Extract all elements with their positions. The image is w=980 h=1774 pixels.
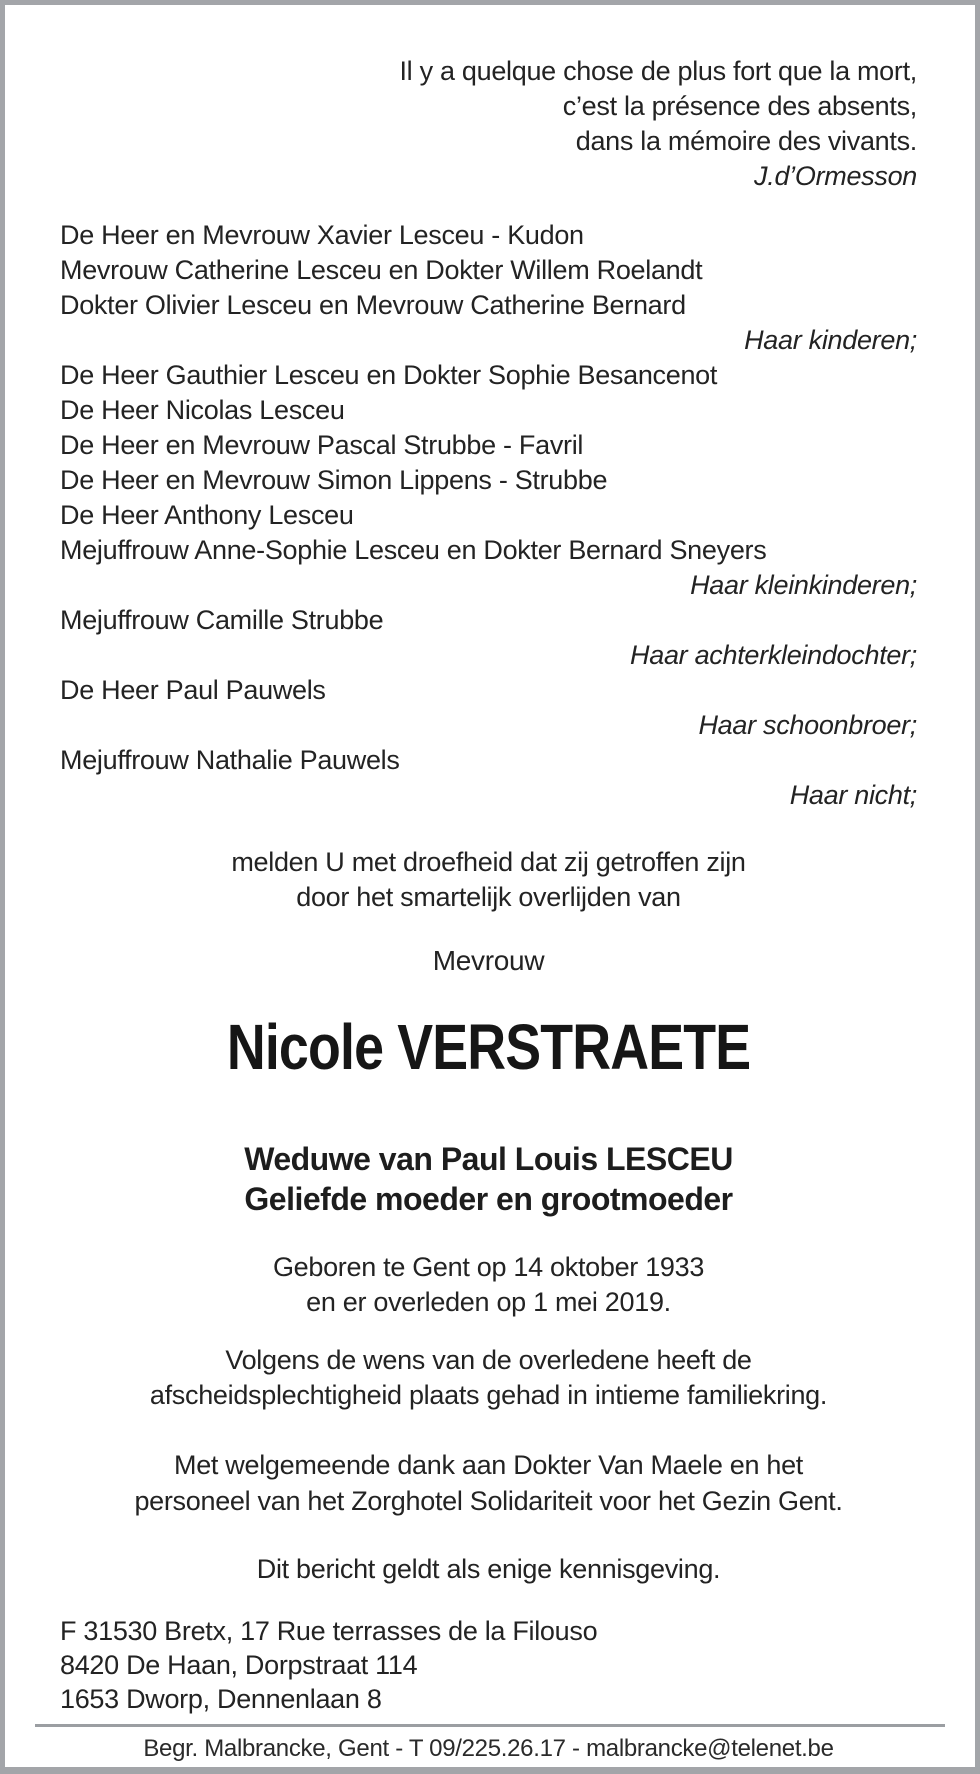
relation-label: Haar kinderen; <box>744 325 917 355</box>
address-line: 1653 Dworp, Dennenlaan 8 <box>60 1684 382 1714</box>
relation-label: Haar nicht; <box>789 780 917 810</box>
divider <box>35 1724 945 1727</box>
ceremony-line: afscheidsplechtigheid plaats gehad in intieme familiekring. <box>149 1380 828 1410</box>
thanks-line: Met welgemeende dank aan Dokter Van Maele en het <box>174 1450 803 1480</box>
address-list <box>60 1614 917 1716</box>
subtitle-line: Weduwe van Paul Louis LESCEU <box>244 1141 733 1177</box>
salutation: Mevrouw <box>432 945 545 976</box>
family-member-line: Dokter Olivier Lesceu en Mevrouw Catherine Bernard <box>60 290 686 320</box>
family-member-line: De Heer Gauthier Lesceu en Dokter Sophie Besancenot <box>60 360 718 390</box>
family-list <box>60 218 917 813</box>
deceased-name-text: Nicole VERSTRAETE <box>226 1011 751 1083</box>
life-dates <box>60 1250 917 1320</box>
family-member-line: Mejuffrouw Anne-Sophie Lesceu en Dokter Bernard Sneyers <box>60 535 767 565</box>
deceased-name <box>60 1012 917 1100</box>
ceremony-note <box>60 1343 917 1413</box>
announcement-line: melden U met droefheid dat zij getroffen zijn <box>231 847 746 877</box>
quote-block <box>60 54 917 194</box>
quote-line: dans la mémoire des vivants. <box>575 126 917 156</box>
obituary-content <box>5 54 975 1764</box>
family-member-line: De Heer Anthony Lesceu <box>60 500 354 530</box>
single-notice: Dit bericht geldt als enige kennisgeving. <box>256 1554 721 1584</box>
quote-line: Il y a quelque chose de plus fort que la mort, <box>399 56 917 86</box>
family-member-line: De Heer en Mevrouw Simon Lippens - Strubbe <box>60 465 608 495</box>
relation-label: Haar schoonbroer; <box>698 710 917 740</box>
quote-line: c’est la présence des absents, <box>562 91 917 121</box>
family-member-line: De Heer en Mevrouw Pascal Strubbe - Favril <box>60 430 584 460</box>
family-member-line: Mevrouw Catherine Lesceu en Dokter Willem Roelandt <box>60 255 703 285</box>
family-member-line: De Heer Paul Pauwels <box>60 675 326 705</box>
announcement <box>60 845 917 915</box>
thanks-line: personeel van het Zorghotel Solidariteit voor het Gezin Gent. <box>134 1486 843 1516</box>
ceremony-line: Volgens de wens van de overledene heeft de <box>225 1345 752 1375</box>
death-line: en er overleden op 1 mei 2019. <box>306 1287 671 1317</box>
address-line: F 31530 Bretx, 17 Rue terrasses de la Filouso <box>60 1616 598 1646</box>
thanks-note <box>60 1447 917 1519</box>
address-line: 8420 De Haan, Dorpstraat 114 <box>60 1650 418 1680</box>
quote-attribution: J.d’Ormesson <box>754 161 917 191</box>
subtitle <box>60 1139 917 1219</box>
family-member-line: Mejuffrouw Camille Strubbe <box>60 605 384 635</box>
announcement-line: door het smartelijk overlijden van <box>296 882 681 912</box>
funeral-home-footer: Begr. Malbrancke, Gent - T 09/225.26.17 - malbrancke@telenet.be <box>143 1735 834 1762</box>
birth-line: Geboren te Gent op 14 oktober 1933 <box>272 1252 705 1282</box>
relation-label: Haar kleinkinderen; <box>690 570 917 600</box>
family-member-line: De Heer en Mevrouw Xavier Lesceu - Kudon <box>60 220 584 250</box>
relation-label: Haar achterkleindochter; <box>630 640 917 670</box>
family-member-line: Mejuffrouw Nathalie Pauwels <box>60 745 400 775</box>
subtitle-line: Geliefde moeder en grootmoeder <box>244 1181 733 1217</box>
family-member-line: De Heer Nicolas Lesceu <box>60 395 345 425</box>
